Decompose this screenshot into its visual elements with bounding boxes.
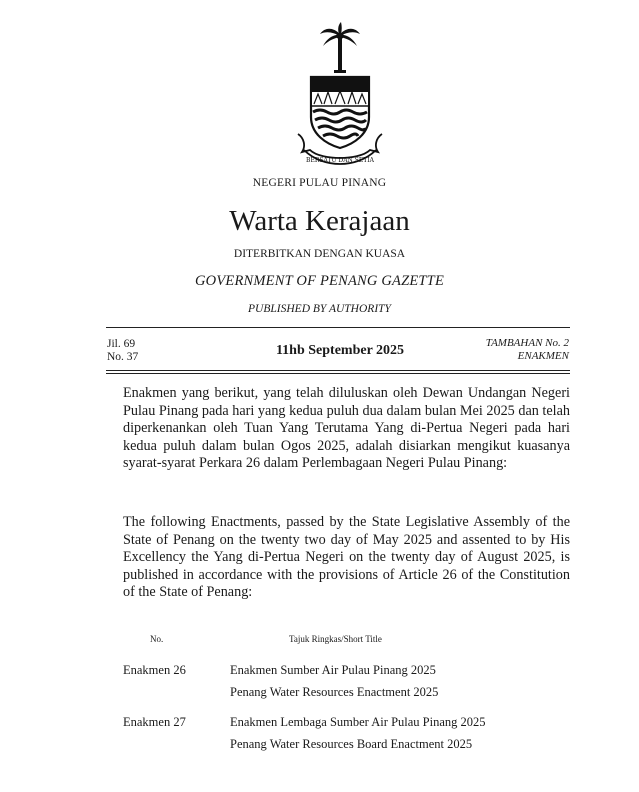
table-row-title-english: Penang Water Resources Board Enactment 2025 — [230, 737, 473, 751]
table-row-title-malay: Enakmen Sumber Air Pulau Pinang 2025 — [230, 663, 436, 677]
supplement-block — [486, 337, 569, 363]
gazette-title-english: GOVERNMENT OF PENANG GAZETTE — [194, 273, 445, 289]
table-row-number: Enakmen 27 — [123, 715, 186, 729]
divider-bottom — [106, 370, 570, 371]
table-row-title-malay: Enakmen Lembaga Sumber Air Pulau Pinang 2025 — [230, 715, 486, 729]
paragraph-malay: Enakmen yang berikut, yang telah diluluskan oleh Dewan Undangan Negeri Pulau Pinang pada hari yang kedua puluh dua dalam bulan Mei 2025 dan telah diperkenankan oleh Tuan Yang Terutama Yang di-Pertua Negeri pada hari kedua puluh dalam bulan Ogos 2025, adalah disiarkan mengikut kuasanya syarat-syarat Perkara 26 dalam Perlembagaan Negeri Pulau Pinang: — [123, 385, 570, 472]
volume-label: Jil. 69 — [107, 338, 136, 350]
state-name: NEGERI PULAU PINANG — [252, 177, 387, 189]
published-by-authority: PUBLISHED BY AUTHORITY — [248, 303, 391, 315]
page-title: Warta Kerajaan — [229, 205, 410, 237]
volume-number-block — [107, 338, 138, 364]
issue-number: No. 37 — [107, 351, 139, 363]
paragraph-english: The following Enactments, passed by the State Legislative Assembly of the State of Penang on the twenty two day of May 2025 and assented to by His Excellency the Yang di-Pertua Negeri on the twenty day of August 2025, is published in accordance with the provisions of Article 26 of the Constitution of the State of Penang: — [123, 514, 570, 601]
category-label: ENAKMEN — [517, 350, 569, 362]
column-header-no: No. — [150, 634, 164, 644]
issue-date: 11hb September 2025 — [275, 343, 405, 358]
shield-icon — [311, 77, 369, 148]
divider-top — [106, 327, 570, 328]
crest-motto: BERSATU DAN SETIA — [306, 157, 374, 164]
penang-crest-emblem — [290, 22, 390, 170]
supplement-label: TAMBAHAN No. 2 — [485, 337, 569, 349]
table-row-number: Enakmen 26 — [123, 663, 186, 677]
divider-bottom-thin — [106, 373, 570, 374]
table-row-title-english: Penang Water Resources Enactment 2025 — [230, 685, 439, 699]
subtitle-authority: DITERBITKAN DENGAN KUASA — [233, 248, 406, 260]
palm-tree-icon — [320, 22, 360, 73]
column-header-title: Tajuk Ringkas/Short Title — [289, 634, 382, 644]
